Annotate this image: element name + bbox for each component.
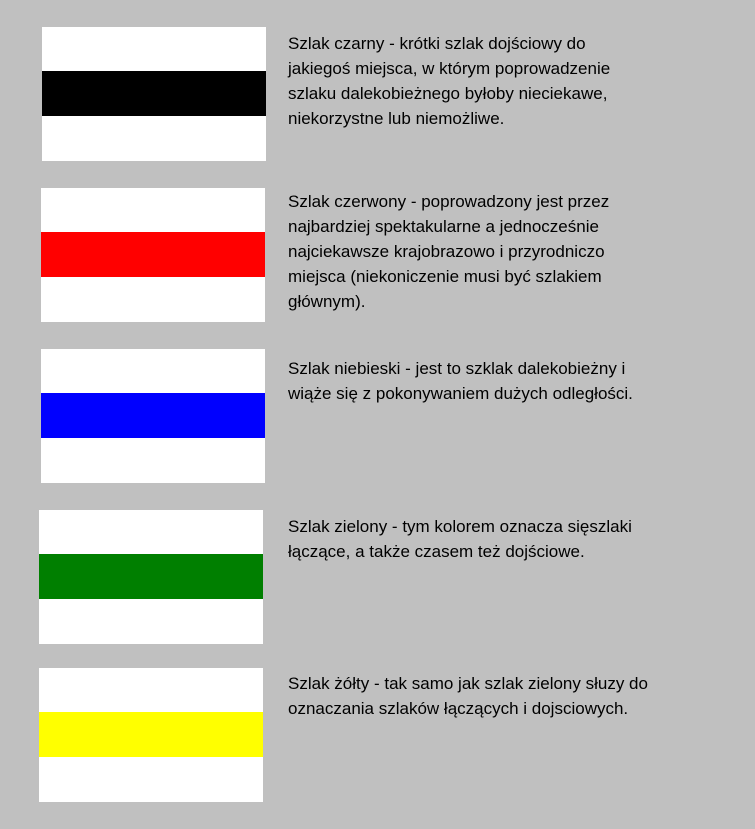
green-trail-marker — [39, 510, 263, 644]
red-trail-description: Szlak czerwony - poprowadzony jest przez najbardziej spektakularne a jednocześnie najciekawsze krajobrazowo i przyrodniczo miejsca (niekoniczenie musi być szlakiem głównym). — [288, 192, 610, 311]
yellow-trail-marker — [39, 668, 263, 802]
black-trail-marker — [42, 27, 266, 161]
green-trail-description: Szlak zielony - tym kolorem oznacza sięszlaki łączące, a także czasem też dojściowe. — [288, 517, 632, 561]
black-stripe — [42, 71, 266, 116]
yellow-trail-description: Szlak żółty - tak samo jak szlak zielony słuzy do oznaczania szlaków łączących i dojsciowych. — [288, 674, 648, 718]
blue-trail-description: Szlak niebieski - jest to szklak dalekobieżny i wiąże się z pokonywaniem dużych odległości. — [288, 359, 633, 403]
green-stripe — [39, 554, 263, 599]
black-trail-description: Szlak czarny - krótki szlak dojściowy do jakiegoś miejsca, w którym poprowadzenie szlaku dalekobieżnego byłoby nieciekawe, niekorzystne lub niemożliwe. — [288, 34, 611, 128]
blue-trail-marker — [41, 349, 265, 483]
yellow-stripe — [39, 712, 263, 757]
red-trail-marker — [41, 188, 265, 322]
red-stripe — [41, 232, 265, 277]
blue-stripe — [41, 393, 265, 438]
